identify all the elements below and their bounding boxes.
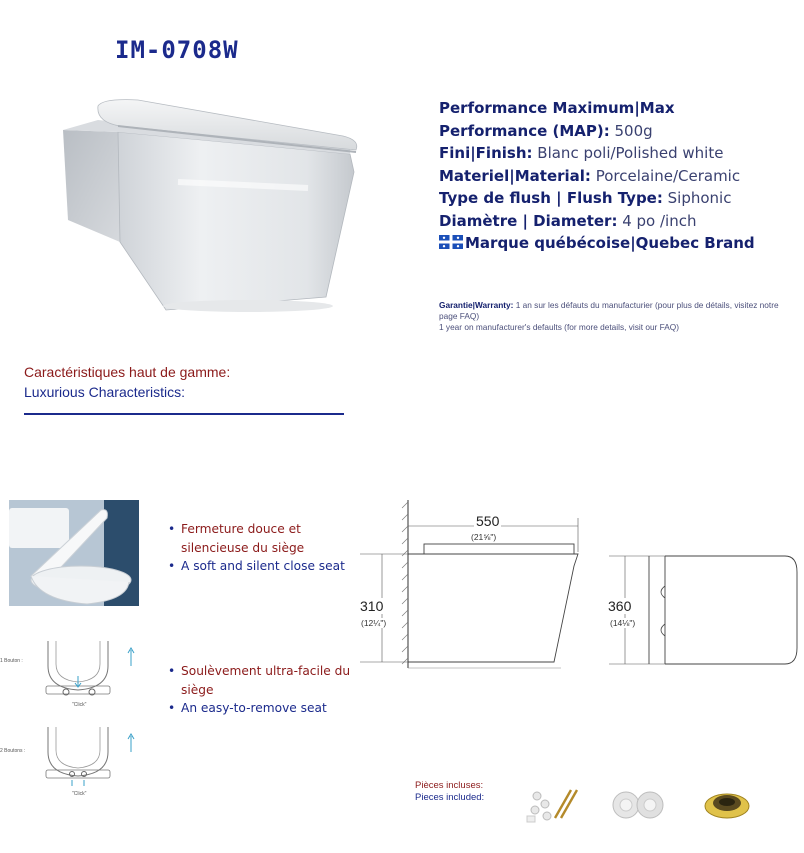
warranty-en: 1 year on manufacturer's defaults (for more details, visit our FAQ) xyxy=(439,322,679,332)
pieces-en: Pieces included: xyxy=(415,792,485,803)
spec-diameter: Diamètre | Diameter: 4 po /inch xyxy=(439,211,697,230)
quebec-flag-icon xyxy=(439,235,463,249)
click-label-2: "Click" xyxy=(72,791,87,797)
divider xyxy=(24,413,344,415)
one-button-label: 1 Bouton : xyxy=(0,658,23,664)
length-in: (21⅝") xyxy=(471,532,497,542)
feature-easy-remove-fr: • Soulèvement ultra-facile du siège xyxy=(168,662,358,699)
warranty-label: Garantie|Warranty: xyxy=(439,300,514,310)
spec-quebec-brand: Marque québécoise|Quebec Brand xyxy=(439,232,799,255)
warranty xyxy=(439,300,779,333)
luxurious-fr: Caractéristiques haut de gamme: xyxy=(24,364,231,380)
feature-soft-close-en: • A soft and silent close seat xyxy=(168,557,345,576)
feature-soft-close-fr: • Fermeture douce et silencieuse du siège xyxy=(168,520,318,557)
one-button-seat-diagram xyxy=(38,636,138,711)
toilet-product-image xyxy=(58,92,368,322)
height-in: (12¼") xyxy=(361,618,387,628)
top-view-dimension-drawing xyxy=(605,548,800,670)
width-mm: 360 xyxy=(608,598,632,614)
pieces-included xyxy=(415,780,484,804)
height-mm: 310 xyxy=(360,598,384,614)
specifications xyxy=(439,97,799,255)
length-mm: 550 xyxy=(476,513,500,529)
spec-flush-type: Type de flush | Flush Type: Siphonic xyxy=(439,189,732,207)
two-buttons-label: 2 Boutons : xyxy=(0,748,26,754)
soft-close-seat-photo xyxy=(9,500,139,606)
luxurious-heading xyxy=(24,362,230,402)
wax-ring-image xyxy=(702,788,752,820)
spec-performance-map: Performance (MAP): 500g xyxy=(439,121,653,140)
anchors-image xyxy=(610,788,666,822)
mounting-bolts-image xyxy=(525,784,587,824)
feature-easy-remove-en: • An easy-to-remove seat xyxy=(168,699,358,718)
feature-easy-remove xyxy=(168,662,358,718)
feature-soft-close xyxy=(168,520,345,576)
model-number: IM-0708W xyxy=(115,36,239,64)
two-buttons-seat-diagram xyxy=(38,722,138,797)
width-in: (14⅛") xyxy=(610,618,636,628)
pieces-fr: Pièces incluses: xyxy=(415,780,484,791)
luxurious-en: Luxurious Characteristics: xyxy=(24,384,186,400)
warranty-fr: 1 an sur les défauts du manufacturier (pour plus de détails, visitez notre page FAQ) xyxy=(439,300,779,321)
spec-performance-max: Performance Maximum|Max xyxy=(439,99,675,117)
spec-finish: Fini|Finish: Blanc poli/Polished white xyxy=(439,144,724,162)
spec-material: Materiel|Material: Porcelaine/Ceramic xyxy=(439,166,741,185)
click-label-1: "Click" xyxy=(72,702,87,708)
